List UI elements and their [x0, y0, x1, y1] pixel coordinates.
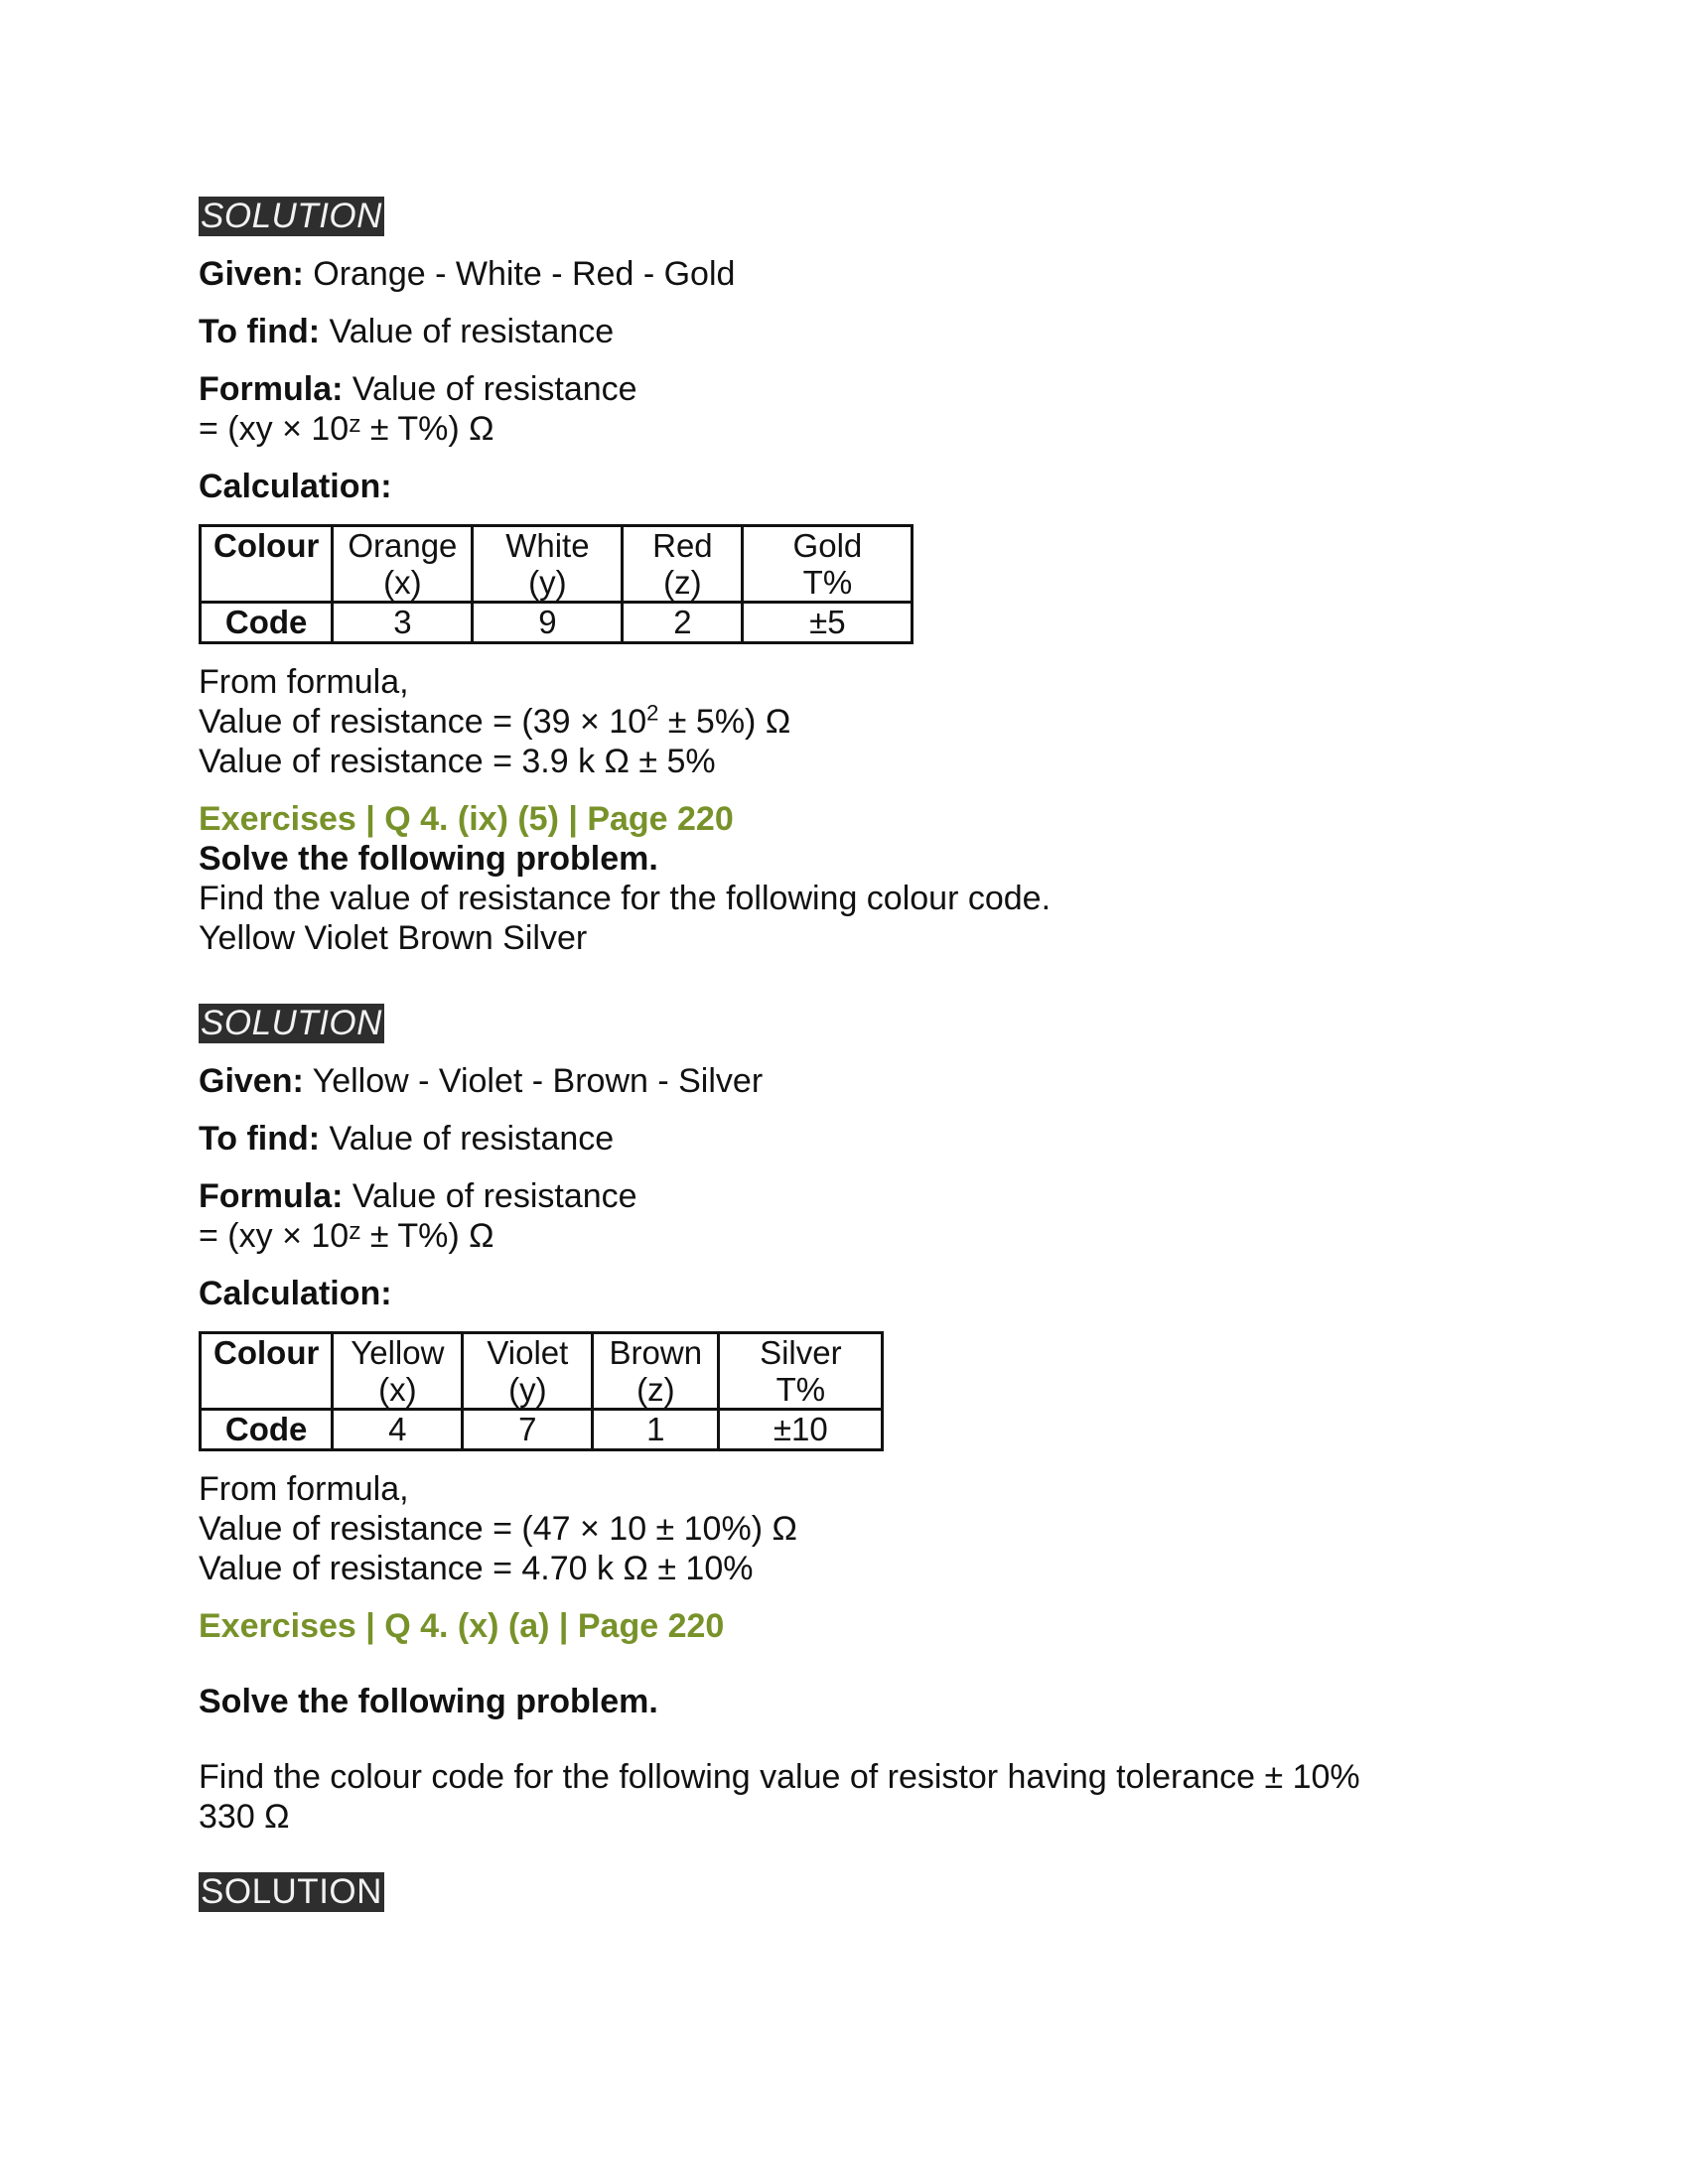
table-cell: White (y)	[473, 526, 623, 603]
calculation-label: Calculation:	[199, 468, 392, 505]
solution-2	[199, 1004, 1549, 1588]
given-line: Given: Yellow - Violet - Brown - Silver	[199, 1062, 764, 1100]
result-line-2: Value of resistance = 4.70 k Ω ± 10%	[199, 1550, 754, 1587]
table-cell: Gold T%	[743, 526, 913, 603]
document-page	[199, 197, 1549, 1912]
table-cell: Brown (z)	[593, 1333, 719, 1410]
table-cell: 7	[463, 1410, 593, 1450]
colour-code-table	[199, 1331, 884, 1451]
table-header-colour: Colour	[201, 526, 333, 603]
from-formula: From formula,	[199, 1470, 409, 1508]
solution-badge: SOLUTION	[201, 197, 382, 235]
table-cell: Red (z)	[623, 526, 743, 603]
exercise-reference: Exercises | Q 4. (x) (a) | Page 220	[199, 1607, 725, 1645]
table-cell: Yellow (x)	[333, 1333, 463, 1410]
table-cell: ±5	[743, 603, 913, 643]
result-line-1: Value of resistance = (47 × 10 ± 10%) Ω	[199, 1510, 797, 1548]
table-cell: Silver T%	[719, 1333, 883, 1410]
to-find-line: To find: Value of resistance	[199, 1120, 615, 1158]
table-cell: 1	[593, 1410, 719, 1450]
table-cell: 3	[333, 603, 473, 643]
exercise-colours: Yellow Violet Brown Silver	[199, 919, 588, 957]
table-header-colour: Colour	[201, 1333, 333, 1410]
result-line-2: Value of resistance = 3.9 k Ω ± 5%	[199, 743, 716, 780]
to-find-line: To find: Value of resistance	[199, 313, 615, 350]
colour-code-table	[199, 524, 914, 644]
exercise-reference: Exercises | Q 4. (ix) (5) | Page 220	[199, 800, 734, 838]
exercise-2	[199, 1606, 1549, 1912]
exercise-question: Find the colour code for the following value of resistor having tolerance ± 10%	[199, 1758, 1360, 1796]
from-formula: From formula,	[199, 663, 409, 701]
table-cell: 4	[333, 1410, 463, 1450]
given-line: Given: Orange - White - Red - Gold	[199, 255, 736, 293]
table-cell: 2	[623, 603, 743, 643]
formula-line: Formula: Value of resistance	[199, 370, 637, 408]
table-cell: Orange (x)	[333, 526, 473, 603]
exercise-value: 330 Ω	[199, 1798, 290, 1836]
solution-badge: SOLUTION	[201, 1004, 382, 1042]
exercise-question: Find the value of resistance for the following colour code.	[199, 880, 1052, 917]
exercise-1	[199, 799, 1549, 958]
formula-line: Formula: Value of resistance	[199, 1177, 637, 1215]
solution-1	[199, 197, 1549, 781]
calculation-label: Calculation:	[199, 1275, 392, 1312]
table-cell: Violet (y)	[463, 1333, 593, 1410]
table-cell: 9	[473, 603, 623, 643]
table-cell: ±10	[719, 1410, 883, 1450]
table-header-code: Code	[201, 1410, 333, 1450]
formula-expression: = (xy × 10ᶻ ± T%) Ω	[199, 1217, 494, 1255]
exercise-title: Solve the following problem.	[199, 1683, 658, 1720]
exercise-title: Solve the following problem.	[199, 840, 658, 878]
solution-badge: SOLUTION	[201, 1872, 382, 1911]
result-line-1: Value of resistance = $(39 \times 10^2 \pm 5\%)$ Ω	[199, 700, 791, 741]
table-header-code: Code	[201, 603, 333, 643]
formula-expression: = (xy × 10ᶻ ± T%) Ω	[199, 410, 494, 448]
